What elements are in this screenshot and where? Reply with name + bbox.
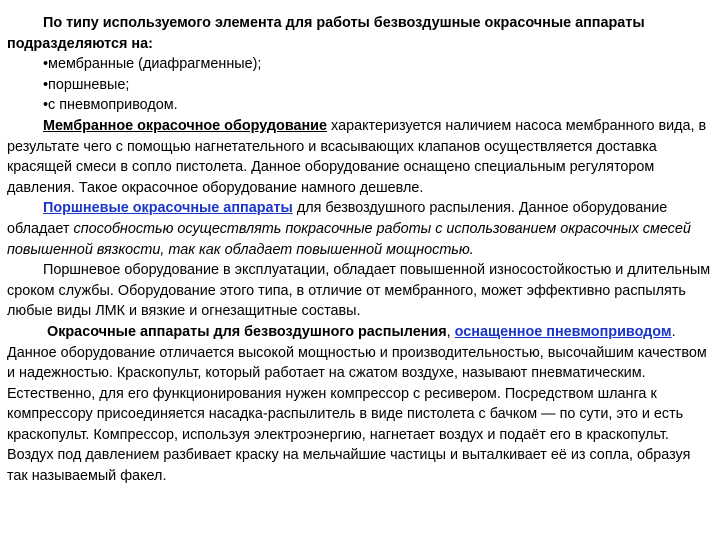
bullet-item-membrane	[7, 54, 712, 75]
pneumatic-separator: ,	[446, 323, 455, 340]
bullet-marker: •	[43, 97, 49, 114]
piston-italic-text: способностью осуществлять покрасочные работы с использованием окрасочных смесей повышенной вязкости, так как обладает повышенной мощностью.	[7, 220, 691, 258]
bullet-text: поршневые;	[48, 76, 130, 93]
bullet-text: с пневмоприводом.	[48, 97, 178, 114]
intro-paragraph: По типу используемого элемента для работы безвоздушные окрасочные аппараты подразделяются на:	[7, 15, 645, 52]
bullet-item-pneumatic	[7, 95, 712, 116]
membrane-text: характеризуется наличием насоса мембранного вида, в результате чего с помощью нагнетательного и всасывающих клапанов осуществляется доставка красящей смеси в сопло пистолета. Данное оборудование оснащено специальным регулятором давления. Такое окрасочное оборудование намного дешевле.	[7, 117, 707, 196]
piston-link[interactable]: Поршневые окрасочные аппараты	[43, 200, 293, 217]
bullet-item-piston	[7, 75, 712, 96]
membrane-term: Мембранное окрасочное оборудование	[43, 117, 328, 134]
pneumatic-text: . Данное оборудование отличается высокой мощностью и производительностью, высочайшим качеством и надежностью. Краскопульт, который работает на сжатом воздухе, называют пневматическим. Естественно, для его функционирования нужен компрессор с ресивером. Посредством шланга к компрессору присоединяется насадка-распылитель в виде пистолета с бачком — по сути, это и есть краскопульт. Компрессор, используя электроэнергию, нагнетает воздух и подаёт его в краскопульт. Воздух под давлением разбивает краску на мельчайшие частицы и выталкивает её из сопла, образуя так называемый факел.	[7, 323, 707, 485]
pneumatic-paragraph	[7, 322, 712, 487]
bullet-marker: •	[43, 76, 49, 93]
pneumatic-heading: Окрасочные аппараты для безвоздушного распыления	[47, 323, 447, 340]
membrane-paragraph	[7, 116, 712, 198]
piston-operation-paragraph: Поршневое оборудование в эксплуатации, обладает повышенной износостойкостью и длительным сроком службы. Оборудование этого типа, в отличие от мембранного, может эффективно распылять любые виды ЛМК и вязкие и огнезащитные составы.	[7, 262, 711, 320]
piston-paragraph	[7, 198, 712, 260]
bullet-text: мембранные (диафрагменные);	[48, 56, 262, 73]
bullet-marker: •	[43, 56, 49, 73]
pneumatic-link[interactable]: оснащенное пневмоприводом	[454, 323, 672, 340]
piston-text: для безвоздушного распыления. Данное оборудование обладает	[7, 200, 668, 237]
